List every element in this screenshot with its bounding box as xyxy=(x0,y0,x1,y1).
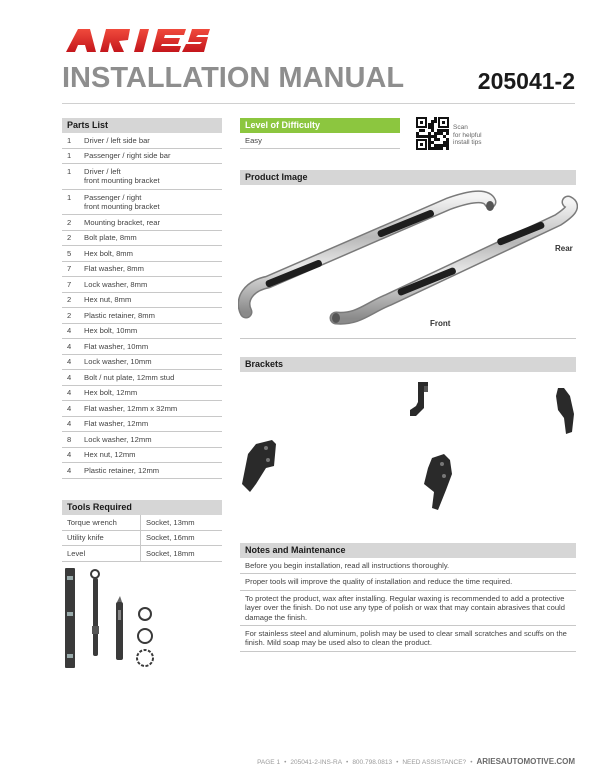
parts-row xyxy=(62,190,222,216)
part-qty: 5 xyxy=(67,248,72,258)
parts-row xyxy=(62,432,222,448)
part-desc: Hex bolt, 8mm xyxy=(84,248,133,258)
note-item: To protect the product, wax after installing. Regular waxing is recommended to add a protective layer over the finish. Do not use any type of polish or wax that may contain abrasives that could damage the finish. xyxy=(240,591,576,626)
part-qty: 4 xyxy=(67,326,72,336)
footer-page: PAGE 1 xyxy=(257,759,281,766)
tools-illustration xyxy=(62,566,162,671)
part-qty: 8 xyxy=(67,434,72,444)
part-desc: Driver / left side bar xyxy=(84,135,150,145)
rear-side-bar xyxy=(244,197,494,312)
part-desc: Bolt / nut plate, 12mm stud xyxy=(84,372,175,382)
utility-knife-icon xyxy=(116,596,123,660)
part-desc: Hex nut, 12mm xyxy=(84,450,136,460)
parts-row xyxy=(62,417,222,433)
part-desc: Passenger / right side bar xyxy=(84,151,171,161)
torque-wrench-icon xyxy=(91,570,99,656)
part-qty: 4 xyxy=(67,419,72,429)
part-desc: Flat washer, 10mm xyxy=(84,341,149,351)
parts-row xyxy=(62,149,222,165)
product-image-divider xyxy=(240,338,576,339)
parts-row xyxy=(62,339,222,355)
aries-logo xyxy=(62,26,212,54)
difficulty-heading: Level of Difficulty xyxy=(240,118,400,133)
parts-row xyxy=(62,386,222,402)
part-qty: 4 xyxy=(67,372,72,382)
parts-row xyxy=(62,215,222,231)
parts-row xyxy=(62,133,222,149)
part-desc: Driver / left front mounting bracket xyxy=(84,167,160,185)
part-qty: 2 xyxy=(67,295,72,305)
tools-row xyxy=(62,546,222,562)
tool-socket: Socket, 13mm xyxy=(146,517,195,527)
part-qty: 1 xyxy=(67,192,72,202)
product-image-heading: Product Image xyxy=(240,170,576,185)
part-desc: Bolt plate, 8mm xyxy=(84,233,137,243)
parts-list-heading: Parts List xyxy=(62,118,222,133)
front-bracket-driver xyxy=(242,440,276,492)
part-qty: 7 xyxy=(67,264,72,274)
part-desc: Plastic retainer, 12mm xyxy=(84,465,160,475)
brackets-heading: Brackets xyxy=(240,357,576,372)
part-desc: Hex bolt, 12mm xyxy=(84,388,138,398)
part-desc: Flat washer, 12mm x 32mm xyxy=(84,403,178,413)
brackets-image xyxy=(238,374,578,514)
label-rear: Rear xyxy=(555,244,573,253)
page-title: INSTALLATION MANUAL xyxy=(62,62,405,94)
tools-heading: Tools Required xyxy=(62,500,222,515)
parts-row xyxy=(62,277,222,293)
notes-heading: Notes and Maintenance xyxy=(240,543,576,558)
front-bracket-passenger xyxy=(424,454,452,510)
part-desc: Mounting bracket, rear xyxy=(84,217,160,227)
part-qty: 2 xyxy=(67,310,72,320)
parts-row xyxy=(62,164,222,190)
qr-code-icon[interactable] xyxy=(416,117,449,150)
label-front: Front xyxy=(430,319,451,328)
tool-socket: Socket, 18mm xyxy=(146,548,195,558)
part-desc: Flat washer, 12mm xyxy=(84,419,149,429)
parts-row xyxy=(62,246,222,262)
parts-row xyxy=(62,308,222,324)
part-desc: Lock washer, 12mm xyxy=(84,434,152,444)
part-desc: Flat washer, 8mm xyxy=(84,264,144,274)
tool-name: Torque wrench xyxy=(62,515,141,530)
parts-row xyxy=(62,401,222,417)
difficulty-value: Easy xyxy=(240,133,400,149)
part-qty: 4 xyxy=(67,357,72,367)
tools-table xyxy=(62,515,222,562)
part-qty: 1 xyxy=(67,167,72,176)
tool-name: Level xyxy=(62,546,141,561)
front-side-bar xyxy=(332,202,572,323)
part-desc: Passenger / right front mounting bracket xyxy=(84,192,160,211)
part-desc: Hex nut, 8mm xyxy=(84,295,132,305)
socket-icons xyxy=(137,608,153,666)
part-qty: 1 xyxy=(67,151,72,161)
part-desc: Hex bolt, 10mm xyxy=(84,326,138,336)
part-qty: 4 xyxy=(67,450,72,460)
part-qty: 2 xyxy=(67,233,72,243)
part-qty: 1 xyxy=(67,135,72,145)
footer-website-link[interactable]: ARIESAUTOMOTIVE.COM xyxy=(476,757,575,766)
parts-row xyxy=(62,448,222,464)
part-qty: 4 xyxy=(67,341,72,351)
tool-socket: Socket, 16mm xyxy=(146,533,195,543)
parts-row xyxy=(62,324,222,340)
part-desc: Plastic retainer, 8mm xyxy=(84,310,155,320)
product-image xyxy=(238,190,578,338)
parts-row xyxy=(62,231,222,247)
parts-row xyxy=(62,355,222,371)
part-desc: Lock washer, 10mm xyxy=(84,357,152,367)
note-item: Proper tools will improve the quality of installation and reduce the time required. xyxy=(240,574,576,590)
rear-bracket-left xyxy=(410,382,428,416)
footer: PAGE 1 • 205041-2-INS-RA • 800.798.0813 • NEED ASSISTANCE? • ARIESAUTOMOTIVE.COM xyxy=(257,757,575,766)
part-desc: Lock washer, 8mm xyxy=(84,279,148,289)
parts-row xyxy=(62,262,222,278)
part-qty: 4 xyxy=(67,465,72,475)
notes-list xyxy=(240,558,576,652)
part-qty: 2 xyxy=(67,217,72,227)
part-number: 205041-2 xyxy=(477,68,575,94)
tool-name: Utility knife xyxy=(62,531,141,546)
parts-row xyxy=(62,370,222,386)
footer-phone[interactable]: 800.798.0813 xyxy=(352,759,393,766)
parts-row xyxy=(62,463,222,479)
parts-list-table xyxy=(62,133,222,479)
qr-caption: Scan for helpful install tips xyxy=(453,124,482,146)
parts-row xyxy=(62,293,222,309)
part-qty: 4 xyxy=(67,388,72,398)
level-icon xyxy=(65,568,75,668)
footer-doc: 205041-2-INS-RA xyxy=(290,759,343,766)
tools-row xyxy=(62,531,222,547)
part-qty: 7 xyxy=(67,279,72,289)
part-qty: 4 xyxy=(67,403,72,413)
note-item: For stainless steel and aluminum, polish may be used to clear small scratches and scuffs on the finish. Mild soap may be used also to clean the product. xyxy=(240,626,576,652)
note-item: Before you begin installation, read all instructions thoroughly. xyxy=(240,558,576,574)
footer-assist: NEED ASSISTANCE? xyxy=(402,759,467,766)
tools-row xyxy=(62,515,222,531)
rear-bracket-right xyxy=(556,388,574,434)
header-divider xyxy=(62,103,575,104)
